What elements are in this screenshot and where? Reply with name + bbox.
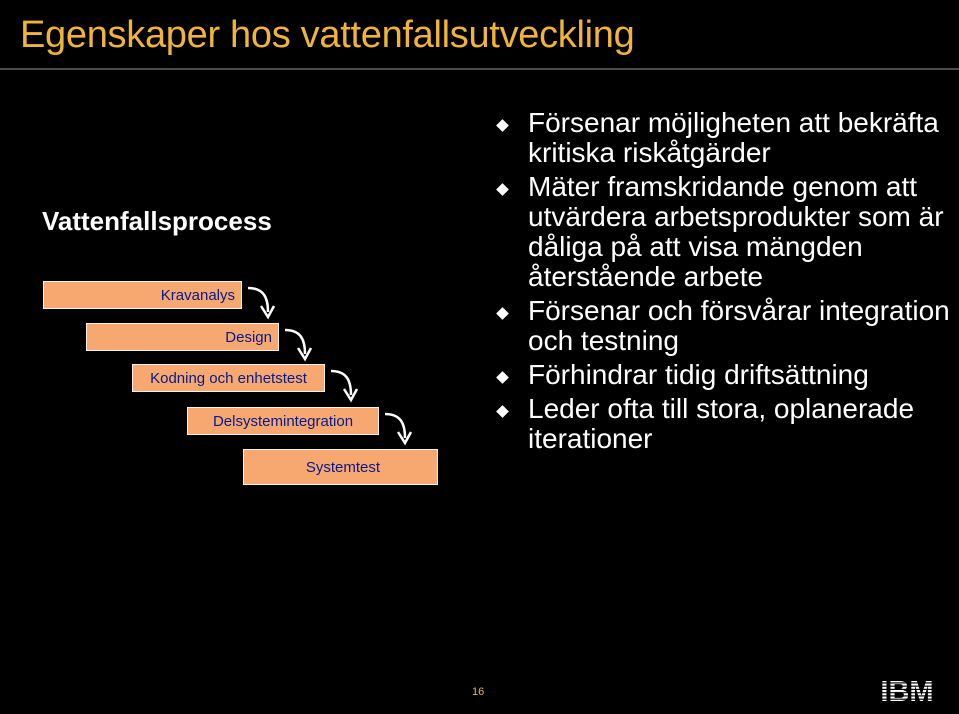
diagram-heading: Vattenfallsprocess [42,206,272,236]
bullet-text: Försenar möjligheten att bekräfta kritiska riskåtgärder [528,107,939,168]
phase-arrow-icon [281,326,321,362]
title-divider [0,68,959,70]
phase-systemtest: Systemtest [243,449,438,485]
bullet-text: Leder ofta till stora, oplanerade iterationer [528,393,915,454]
bullet-item [495,108,950,168]
diamond-bullet-icon [496,307,509,320]
phase-delsystemintegration: Delsystemintegration [187,407,379,435]
diamond-bullet-icon [496,183,509,196]
page-number: 16 [472,686,485,698]
bullet-list [495,108,950,458]
phase-kodning-och-enhetstest: Kodning och enhetstest [132,364,325,392]
bullet-item [495,172,950,292]
bullet-text: Mäter framskridande genom att utvärdera arbetsprodukter som är dåliga på att visa mängden återstående arbete [528,171,944,292]
bullet-text: Försenar och försvårar integration och testning [528,295,950,356]
bullet-text: Förhindrar tidig driftsättning [528,359,869,390]
slide-title: Egenskaper hos vattenfallsutveckling [20,14,635,56]
svg-text:IBM: IBM [880,677,934,703]
ibm-logo [873,677,941,703]
phase-arrow-icon [327,367,367,403]
phase-design: Design [86,323,279,351]
diamond-bullet-icon [496,405,509,418]
bullet-item [495,296,950,356]
phase-arrow-icon [244,284,284,320]
phase-arrow-icon [381,410,421,446]
diamond-bullet-icon [496,119,509,132]
bullet-item [495,360,950,390]
diamond-bullet-icon [496,371,509,384]
bullet-item [495,394,950,454]
phase-kravanalys: Kravanalys [43,281,242,309]
